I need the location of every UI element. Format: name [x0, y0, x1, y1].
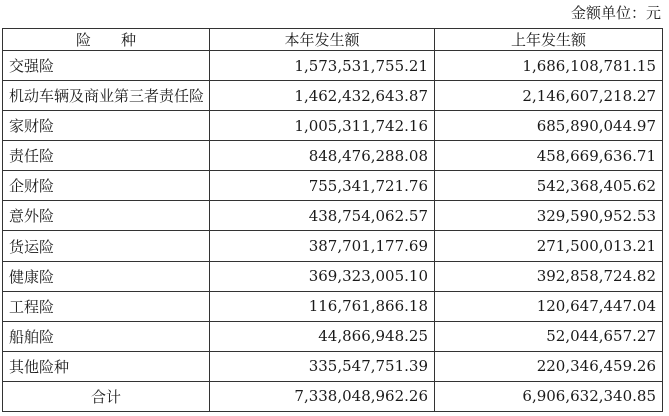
row-previous: 542,368,405.62	[435, 171, 663, 201]
row-previous: 1,686,108,781.15	[435, 51, 663, 81]
row-previous: 271,500,013.21	[435, 231, 663, 261]
table-row	[3, 171, 663, 201]
row-name: 货运险	[3, 231, 210, 261]
row-name: 其他险种	[3, 351, 210, 381]
total-previous: 6,906,632,340.85	[435, 381, 663, 411]
row-name: 健康险	[3, 261, 210, 291]
row-previous: 2,146,607,218.27	[435, 81, 663, 111]
row-name: 交强险	[3, 51, 210, 81]
row-current: 369,323,005.10	[210, 261, 435, 291]
table-row	[3, 351, 663, 381]
row-previous: 685,890,044.97	[435, 111, 663, 141]
row-current: 755,341,721.76	[210, 171, 435, 201]
row-name: 意外险	[3, 201, 210, 231]
row-previous: 52,044,657.27	[435, 321, 663, 351]
table-row	[3, 231, 663, 261]
total-label: 合计	[3, 381, 210, 411]
table-row	[3, 51, 663, 81]
row-previous: 220,346,459.26	[435, 351, 663, 381]
table-row	[3, 291, 663, 321]
table-row	[3, 111, 663, 141]
row-current: 848,476,288.08	[210, 141, 435, 171]
row-current: 1,573,531,755.21	[210, 51, 435, 81]
table-header-row	[3, 29, 663, 51]
header-previous-year: 上年发生额	[435, 29, 663, 51]
row-name: 企财险	[3, 171, 210, 201]
table-row	[3, 201, 663, 231]
row-current: 335,547,751.39	[210, 351, 435, 381]
row-previous: 120,647,447.04	[435, 291, 663, 321]
header-insurance-type: 险 种	[3, 29, 210, 51]
table-row	[3, 81, 663, 111]
header-current-year: 本年发生额	[210, 29, 435, 51]
total-row	[3, 381, 663, 411]
row-current: 1,462,432,643.87	[210, 81, 435, 111]
row-name: 工程险	[3, 291, 210, 321]
row-name: 责任险	[3, 141, 210, 171]
table-row	[3, 141, 663, 171]
row-name: 机动车辆及商业第三者责任险	[3, 81, 210, 111]
row-current: 44,866,948.25	[210, 321, 435, 351]
row-previous: 329,590,952.53	[435, 201, 663, 231]
row-name: 船舶险	[3, 321, 210, 351]
total-current: 7,338,048,962.26	[210, 381, 435, 411]
row-previous: 458,669,636.71	[435, 141, 663, 171]
unit-label: 金额单位：元	[570, 4, 661, 22]
row-previous: 392,858,724.82	[435, 261, 663, 291]
row-current: 1,005,311,742.16	[210, 111, 435, 141]
row-current: 387,701,177.69	[210, 231, 435, 261]
row-current: 116,761,866.18	[210, 291, 435, 321]
table-row	[3, 261, 663, 291]
row-current: 438,754,062.57	[210, 201, 435, 231]
table-row	[3, 321, 663, 351]
row-name: 家财险	[3, 111, 210, 141]
premium-table	[2, 28, 663, 412]
